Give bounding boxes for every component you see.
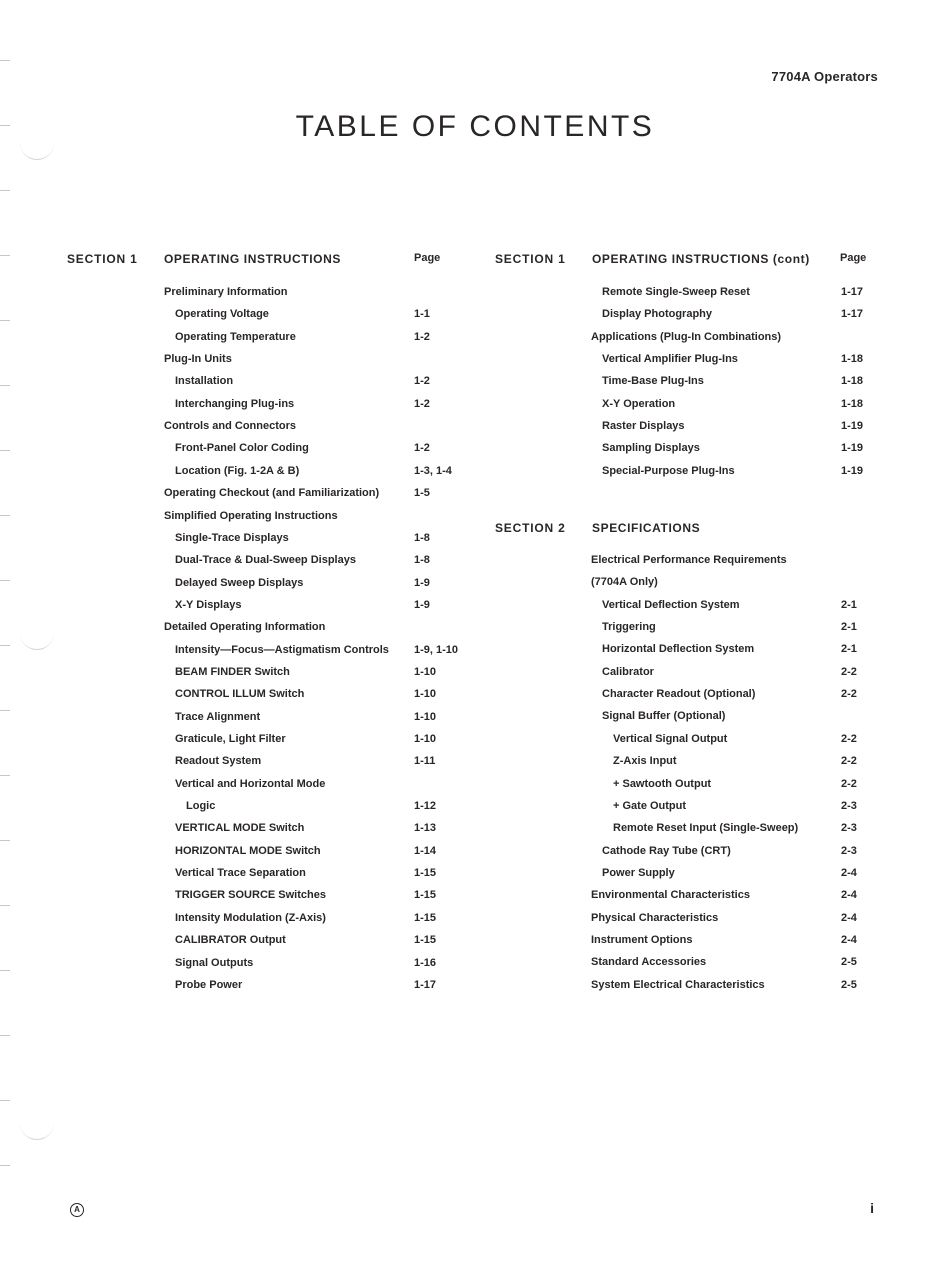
toc-page-number: 1-5 (414, 487, 430, 500)
toc-entry: Electrical Performance Requirements (591, 554, 787, 566)
toc-entry: Raster Displays (602, 420, 685, 433)
toc-page-number: 1-15 (414, 934, 437, 947)
toc-page-number: 1-15 (414, 911, 437, 924)
margin-tick (0, 840, 10, 841)
margin-tick (0, 60, 10, 61)
toc-page-number: 1-15 (414, 867, 437, 880)
toc-page-number: 2-4 (841, 933, 857, 946)
margin-tick (0, 255, 10, 256)
section-1-cont-label: SECTION 1 (495, 252, 566, 266)
page-title: TABLE OF CONTENTS (295, 110, 655, 143)
toc-entry: Triggering (602, 621, 656, 634)
toc-page-number: 2-5 (841, 956, 857, 969)
toc-page-number: 1-11 (414, 755, 436, 768)
toc-entry: Power Supply (602, 866, 675, 879)
section-1-label: SECTION 1 (67, 252, 138, 266)
margin-tick (0, 1035, 10, 1036)
toc-page-number: 1-14 (414, 844, 437, 857)
toc-entry: Vertical and Horizontal Mode (175, 777, 326, 790)
toc-page-number: 1-2 (414, 397, 430, 410)
toc-page-number: 1-13 (414, 822, 437, 835)
toc-page-number: 2-2 (841, 688, 857, 701)
toc-page-number: 2-3 (841, 844, 857, 857)
margin-tick (0, 905, 10, 906)
binder-margin (0, 0, 14, 1264)
toc-page-number: 1-1 (414, 308, 430, 321)
toc-entry: Vertical Deflection System (602, 598, 740, 611)
toc-entry: Remote Reset Input (Single-Sweep) (613, 822, 799, 835)
toc-entry: Plug-In Units (164, 353, 232, 366)
toc-page-number: 1-2 (414, 375, 430, 388)
toc-page-number: 1-12 (414, 800, 437, 813)
toc-page-number: 2-2 (841, 665, 857, 678)
toc-entry: Physical Characteristics (591, 911, 719, 924)
toc-page-number: 2-4 (841, 911, 857, 924)
toc-entry: Dual-Trace & Dual-Sweep Displays (175, 554, 356, 567)
toc-entry: Signal Buffer (Optional) (602, 710, 726, 723)
binder-hole-mark (20, 1115, 54, 1140)
margin-tick (0, 1165, 10, 1166)
toc-page-number: 1-10 (414, 665, 437, 678)
toc-entry: TRIGGER SOURCE Switches (175, 889, 326, 902)
toc-page-number: 1-19 (841, 464, 864, 477)
toc-entry: Remote Single-Sweep Reset (602, 286, 750, 298)
section-2-title: SPECIFICATIONS (592, 521, 701, 535)
toc-page-number: 1-8 (414, 554, 430, 567)
toc-entry: Preliminary Information (164, 286, 288, 298)
toc-entry: Logic (186, 800, 216, 813)
toc-page-number: 1-19 (841, 420, 864, 433)
toc-entry: Intensity—Focus—Astigmatism Controls (175, 643, 389, 656)
section-1-cont-title: OPERATING INSTRUCTIONS (cont) (592, 252, 810, 266)
margin-tick (0, 775, 10, 776)
page-column-header-left: Page (414, 252, 441, 264)
toc-page-number: 1-17 (841, 286, 864, 298)
toc-entry: Display Photography (602, 308, 713, 321)
toc-entry: Environmental Characteristics (591, 889, 750, 902)
toc-entry: Vertical Amplifier Plug-Ins (602, 353, 738, 366)
toc-entry: CALIBRATOR Output (175, 934, 286, 947)
toc-page-number: 2-1 (841, 643, 857, 656)
toc-page-number: 1-8 (414, 531, 430, 544)
toc-page-number: 1-17 (414, 978, 437, 991)
toc-page-number: 1-9 (414, 576, 430, 589)
toc-entry: Location (Fig. 1-2A & B) (175, 464, 300, 477)
toc-page-number: 1-10 (414, 688, 437, 701)
margin-tick (0, 1100, 10, 1101)
toc-entry: Time-Base Plug-Ins (602, 375, 704, 388)
toc-entry: Vertical Trace Separation (175, 867, 306, 880)
toc-entry: Signal Outputs (175, 956, 254, 969)
toc-entry: Cathode Ray Tube (CRT) (602, 844, 731, 857)
toc-page-number: 2-3 (841, 822, 857, 835)
toc-page-number: 1-9, 1-10 (414, 643, 459, 656)
toc-entry: CONTROL ILLUM Switch (175, 688, 305, 701)
toc-page-number: 2-1 (841, 621, 857, 634)
toc-page-number: 1-2 (414, 330, 430, 343)
margin-tick (0, 970, 10, 971)
page-column-header-right: Page (840, 252, 867, 264)
toc-entry: + Sawtooth Output (613, 777, 712, 790)
margin-tick (0, 190, 10, 191)
toc-page-number: 1-2 (414, 442, 430, 455)
toc-entry: BEAM FINDER Switch (175, 665, 290, 678)
toc-entry: + Gate Output (613, 799, 687, 812)
toc-page-number: 2-3 (841, 799, 857, 812)
toc-entry: Special-Purpose Plug-Ins (602, 464, 735, 477)
margin-tick (0, 645, 10, 646)
toc-page-number: 1-18 (841, 375, 864, 388)
toc-entry: Standard Accessories (591, 956, 707, 969)
toc-entry: Installation (175, 375, 234, 388)
toc-page-number: 1-9 (414, 598, 430, 611)
toc-entry: Probe Power (175, 978, 243, 991)
page-number: i (870, 1200, 874, 1216)
toc-entry: X-Y Displays (175, 598, 242, 611)
section-2-label: SECTION 2 (495, 521, 566, 535)
toc-page-number: 1-10 (414, 710, 437, 723)
toc-entry: Interchanging Plug-ins (175, 397, 295, 410)
toc-entry: Single-Trace Displays (175, 531, 289, 544)
toc-page-number: 2-5 (841, 978, 857, 991)
toc-page-number: 2-4 (841, 866, 857, 879)
toc-entry: Vertical Signal Output (613, 732, 728, 745)
toc-page-number: 1-15 (414, 889, 437, 902)
toc-entry: Detailed Operating Information (164, 621, 326, 634)
tektronix-logo: A (70, 1203, 84, 1217)
toc-entry: Controls and Connectors (164, 420, 297, 433)
toc-entry: Front-Panel Color Coding (175, 442, 309, 455)
toc-page-number: 1-18 (841, 397, 864, 410)
toc-entry: Intensity Modulation (Z-Axis) (175, 911, 326, 924)
toc-entry: (7704A Only) (591, 576, 658, 589)
toc-entry: Readout System (175, 755, 262, 768)
toc-entry: Z-Axis Input (613, 755, 677, 768)
toc-entry: Operating Checkout (and Familiarization) (164, 487, 380, 500)
toc-entry: Horizontal Deflection System (602, 643, 755, 656)
toc-entry: Simplified Operating Instructions (164, 509, 338, 522)
toc-page-number: 2-2 (841, 755, 857, 768)
toc-entry: Graticule, Light Filter (175, 733, 286, 745)
toc-entry: Trace Alignment (175, 710, 261, 723)
margin-tick (0, 580, 10, 581)
toc-page-number: 1-17 (841, 308, 864, 321)
toc-entry: X-Y Operation (602, 397, 676, 410)
toc-page-number: 2-1 (841, 598, 857, 611)
toc-page-number: 2-2 (841, 777, 857, 790)
binder-hole-mark (20, 625, 54, 650)
toc-entry: Character Readout (Optional) (602, 688, 756, 701)
margin-tick (0, 450, 10, 451)
toc-page-number: 1-10 (414, 733, 437, 745)
toc-entry: System Electrical Characteristics (591, 978, 765, 991)
margin-tick (0, 515, 10, 516)
toc-page-number: 1-18 (841, 353, 864, 366)
toc-entry: Operating Voltage (175, 308, 269, 321)
section-1-title: OPERATING INSTRUCTIONS (164, 252, 341, 266)
document-title: 7704A Operators (771, 69, 878, 84)
toc-page-number: 1-16 (414, 956, 437, 969)
toc-entry: VERTICAL MODE Switch (175, 822, 305, 835)
toc-page-number: 2-2 (841, 732, 857, 745)
binder-hole-mark (20, 135, 54, 160)
toc-entry: Applications (Plug-In Combinations) (591, 330, 782, 343)
toc-page-number: 2-4 (841, 889, 857, 902)
toc-entry: HORIZONTAL MODE Switch (175, 844, 321, 857)
toc-entry: Delayed Sweep Displays (175, 576, 304, 589)
margin-tick (0, 385, 10, 386)
toc-entry: Instrument Options (591, 933, 693, 946)
margin-tick (0, 710, 10, 711)
toc-page-number: 1-19 (841, 442, 864, 455)
toc-entry: Operating Temperature (175, 330, 296, 343)
toc-page-number: 1-3, 1-4 (414, 464, 452, 477)
toc-entry: Sampling Displays (602, 442, 700, 455)
margin-tick (0, 320, 10, 321)
toc-entry: Calibrator (602, 665, 654, 678)
